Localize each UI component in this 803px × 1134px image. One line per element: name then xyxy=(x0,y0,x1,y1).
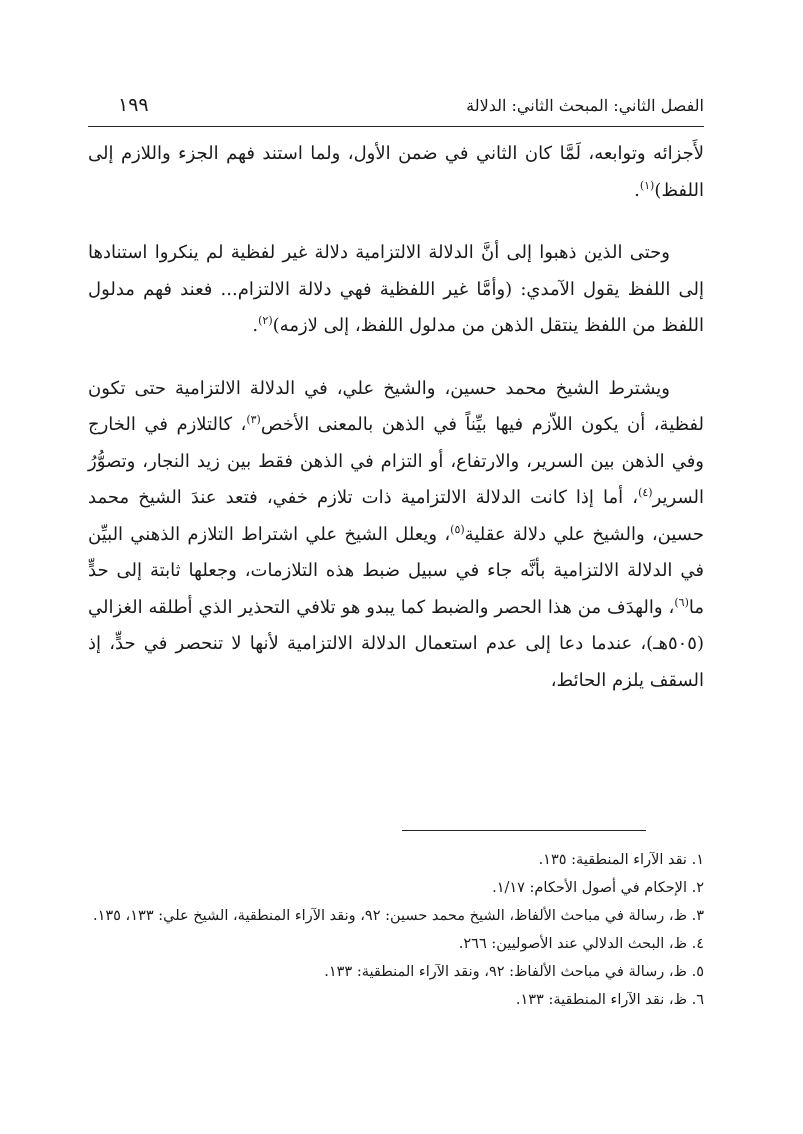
paragraph-2-text: وحتى الذين ذهبوا إلى أنَّ الدلالة الالتزامية دلالة غير لفظية لم ينكروا استنادها إلى اللفظ يقول الآمدي: (وأمَّا غير اللفظية فهي دلالة الالتزام... فعند فهم مدلول اللفظ من اللفظ ينتقل الذهن من مدلول اللفظ، إلى لازمه) xyxy=(88,242,704,336)
paragraph-2 xyxy=(88,235,704,345)
paragraph-3-part-b: ، كالتلازم في الخارج وفي الذهن بين السرير، والارتفاع، أو التزام في الذهن فقط بين زيد النجار، وتصوُّرُ السرير xyxy=(88,414,704,508)
footnote-separator xyxy=(402,830,646,831)
main-text xyxy=(88,136,704,699)
paragraph-3-part-a: ويشترط الشيخ محمد حسين، والشيخ علي، في الدلالة الالتزامية حتى تكون لفظية، أن يكون اللاّزم فيها بيِّناً في الذهن بالمعنى الأخص xyxy=(88,377,704,435)
footnotes xyxy=(88,846,704,1014)
footnote-ref-6: (٦) xyxy=(674,595,689,609)
footnote-1: ١. نقد الآراء المنطقية: ١٣٥. xyxy=(538,852,704,868)
footnote-4: ٤. ظ، البحث الدلالي عند الأصوليين: ٢٦٦. xyxy=(458,936,704,952)
paragraph-3-part-d: ، ويعلل الشيخ علي اشتراط التلازم الذهني البيِّن في الدلالة الالتزامية بأنَّه جاء في سبيل ضبط هذه التلازمات، وجعلها ثابتة إلى حدٍّ ما xyxy=(88,523,704,618)
footnote-ref-4: (٤) xyxy=(638,486,653,499)
paragraph-1-end: . xyxy=(634,179,640,201)
paragraph-3-part-c: ، أما إذا كانت الدلالة الالتزامية ذات تلازم خفي، فتعد عندَ الشيخ محمد حسين، والشيخ علي دلالة عقلية xyxy=(88,487,704,545)
paragraph-1-text: لأَجزائه وتوابعه، لَمَّا كان الثاني في ضمن الأول، ولما استند فهم الجزء واللازم إلى اللفظ) xyxy=(88,143,704,201)
footnote-6: ٦. ظ، نقد الآراء المنطقية: ١٣٣. xyxy=(515,992,704,1008)
footnote-ref-5: (٥) xyxy=(450,522,465,536)
chapter-title: الفصل الثاني: المبحث الثاني: الدلالة xyxy=(466,96,704,115)
paragraph-3 xyxy=(88,371,704,700)
footnote-ref-2: (٢) xyxy=(258,314,273,327)
paragraph-3-part-e: ، والهدَف من هذا الحصر والضبط كما يبدو هو تلافي التحذير الذي أطلقه الغزالي (٥٠٥هـ)، عندما دعا إلى عدم استعمال الدلالة الالتزامية لأنها لا تنحصر في حدٍّ، إذ السقف يلزم الحائط، xyxy=(88,596,704,691)
footnote-2: ٢. الإحكام في أصول الأحكام: ١/١٧. xyxy=(492,880,704,896)
footnote-ref-1: (١) xyxy=(639,178,655,192)
footnote-5: ٥. ظ، رسالة في مباحث الألفاظ: ٩٢، ونقد الآراء المنطقية: ١٣٣. xyxy=(324,964,704,980)
footnote-ref-3: (٣) xyxy=(246,413,261,426)
footnote-3: ٣. ظ، رسالة في مباحث الألفاظ، الشيخ محمد حسين: ٩٢، ونقد الآراء المنطقية، الشيخ علي: ١٣٣، ١٣٥. xyxy=(92,908,704,924)
page-number: ١٩٩ xyxy=(118,94,149,116)
running-header xyxy=(88,92,704,127)
paragraph-1 xyxy=(88,136,704,209)
paragraph-2-end: . xyxy=(252,315,259,336)
